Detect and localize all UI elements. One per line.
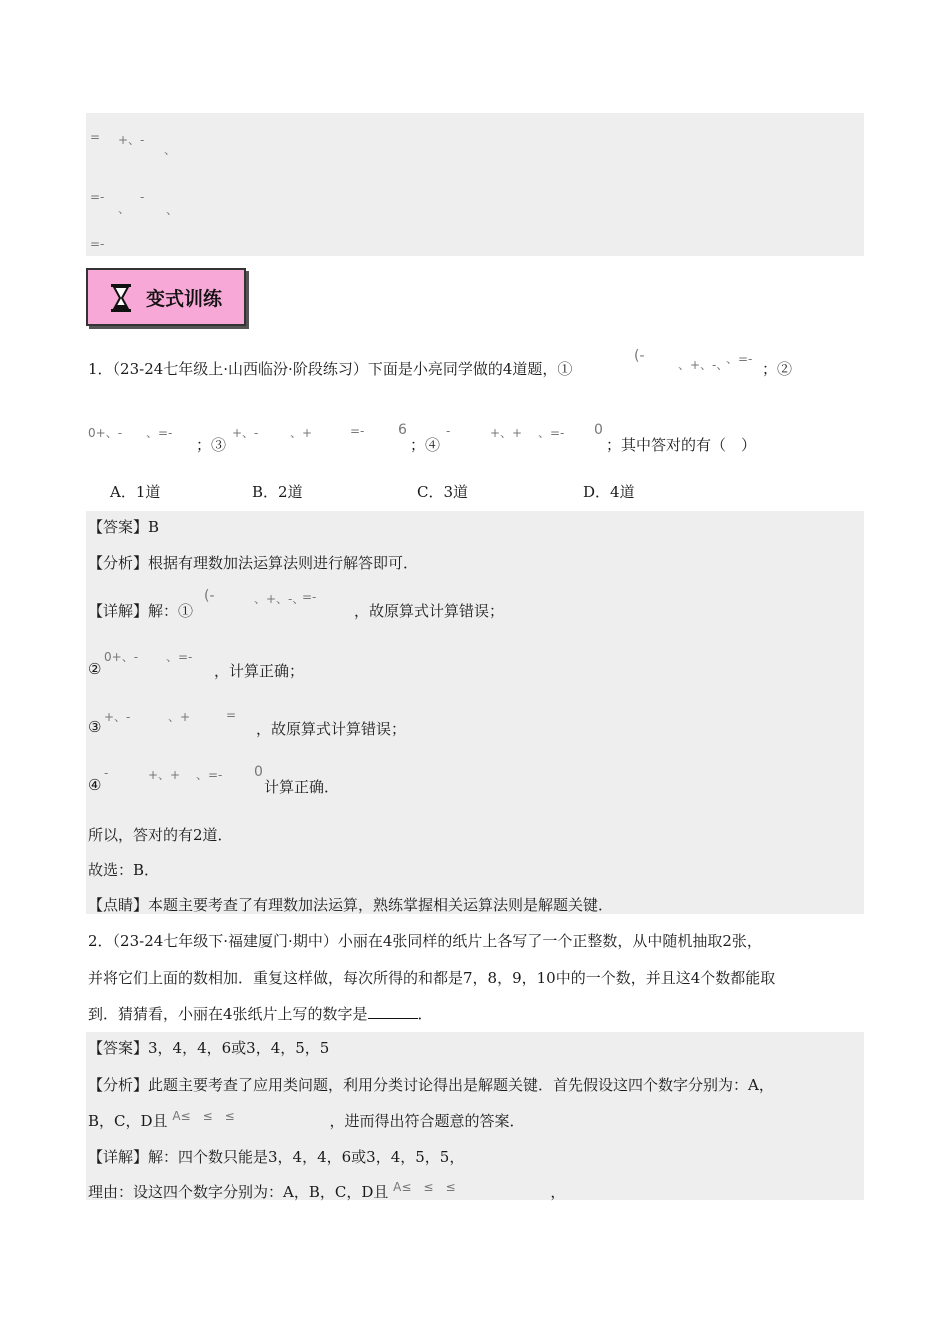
q2-analysis-2-tail: ，进而得出符合题意的答案． bbox=[329, 1112, 525, 1130]
q2-line-3-end: ． bbox=[417, 1005, 433, 1023]
math-fragment: A≤ ≤ ≤ bbox=[393, 1180, 456, 1194]
math-fragment: 0 bbox=[254, 764, 263, 780]
q1-option-d: D．4道 bbox=[583, 483, 635, 501]
math-fragment: +、+ bbox=[490, 426, 523, 440]
math-fragment: - bbox=[104, 766, 109, 780]
math-fragment: 、=- bbox=[166, 650, 193, 664]
math-fragment: 、=- bbox=[146, 426, 173, 440]
q1-detail-3-tail: ，故原算式计算错误； bbox=[256, 720, 407, 738]
q1-detail-4-tail: 计算正确． bbox=[264, 778, 340, 796]
math-fragment: 、+、-、 bbox=[678, 358, 729, 372]
q1-detail-3-mark: ③ bbox=[88, 718, 102, 736]
q1-stem-b: ；② bbox=[762, 360, 793, 378]
math-fragment: - bbox=[446, 424, 451, 438]
math-fragment: 、+ bbox=[290, 426, 313, 440]
q1-detail-lead: 【详解】解：① bbox=[88, 602, 194, 620]
section-badge bbox=[86, 268, 246, 326]
q2-line-3 bbox=[88, 1003, 433, 1024]
math-fragment: 、=- bbox=[538, 426, 565, 440]
q1-option-c: C．3道 bbox=[417, 483, 469, 501]
q2-detail: 【详解】解：四个数只能是3，4，4，6或3，4，5，5， bbox=[88, 1148, 465, 1166]
math-fragment: +、+ bbox=[148, 768, 181, 782]
math-fragment: 、=- bbox=[726, 352, 753, 366]
math-fragment: =- bbox=[90, 190, 105, 204]
math-fragment: 0 bbox=[594, 422, 603, 438]
math-fragment: 、 bbox=[164, 143, 177, 157]
math-fragment: 0+、- bbox=[88, 426, 123, 440]
q1-stem-a: 1．（23-24七年级上·山西临汾·阶段练习）下面是小亮同学做的4道题，① bbox=[88, 360, 573, 378]
top-solution-block bbox=[86, 113, 864, 256]
math-fragment: - bbox=[140, 190, 145, 204]
q1-conclusion: 所以，答对的有2道． bbox=[88, 826, 233, 844]
q1-mark-4: ；④ bbox=[410, 436, 441, 454]
math-fragment: (- bbox=[634, 348, 645, 364]
math-fragment: 0+、- bbox=[104, 650, 139, 664]
q2-answer: 【答案】3，4，4，6或3，4，5，5 bbox=[88, 1039, 330, 1057]
q2-reason-text: 理由：设这四个数字分别为：A，B，C，D且 bbox=[88, 1183, 389, 1201]
q1-detail-2-tail: ，计算正确； bbox=[214, 662, 305, 680]
math-fragment: 、+ bbox=[168, 710, 191, 724]
q2-line-1: 2．（23-24七年级下·福建厦门·期中）小丽在4张同样的纸片上各写了一个正整数，从中随机抽取2张， bbox=[88, 932, 762, 950]
math-fragment: +、- bbox=[232, 426, 259, 440]
hourglass-icon bbox=[110, 284, 132, 312]
section-title: 变式训练 bbox=[146, 288, 223, 310]
q1-detail-1-tail: ，故原算式计算错误； bbox=[354, 602, 505, 620]
math-fragment: =- bbox=[350, 424, 365, 438]
q2-analysis-1: 【分析】此题主要考查了应用类问题，利用分类讨论得出是解题关键．首先假设这四个数字分别为：A， bbox=[88, 1076, 774, 1094]
math-fragment: A≤ ≤ ≤ bbox=[172, 1109, 235, 1123]
math-fragment: = bbox=[90, 130, 101, 144]
q1-answer: 【答案】B bbox=[88, 518, 160, 536]
math-fragment: = bbox=[226, 708, 237, 722]
math-fragment: 、 bbox=[118, 202, 131, 216]
q1-analysis: 【分析】根据有理数加法运算法则进行解答即可． bbox=[88, 554, 419, 572]
q1-option-a: A．1道 bbox=[110, 483, 161, 501]
q2-line-2: 并将它们上面的数相加．重复这样做，每次所得的和都是7，8，9，10中的一个数，并且这4个数都能取 bbox=[88, 969, 776, 987]
q2-answer-blank bbox=[368, 1004, 418, 1019]
q2-reason-tail: ， bbox=[550, 1183, 566, 1201]
math-fragment: 6 bbox=[398, 422, 407, 438]
math-fragment: +、- bbox=[104, 710, 131, 724]
q1-option-b: B．2道 bbox=[252, 483, 303, 501]
q1-stem-tail: ；其中答对的有（ ） bbox=[606, 436, 757, 454]
q2-line-3-text: 到．猜猜看，小丽在4张纸片上写的数字是 bbox=[88, 1005, 368, 1023]
math-fragment: =- bbox=[90, 237, 105, 251]
q1-mark-3: ；③ bbox=[196, 436, 227, 454]
q2-analysis-2-text: B，C，D且 bbox=[88, 1112, 168, 1130]
math-fragment: =- bbox=[302, 590, 317, 604]
q1-detail-4-mark: ④ bbox=[88, 776, 102, 794]
math-fragment: 、=- bbox=[196, 768, 223, 782]
math-fragment: 、 bbox=[166, 203, 179, 217]
math-fragment: +、- bbox=[118, 133, 145, 147]
q2-analysis-2 bbox=[88, 1110, 524, 1131]
q1-detail-2-mark: ② bbox=[88, 660, 102, 678]
q1-comment: 【点睛】本题主要考查了有理数加法运算，熟练掌握相关运算法则是解题关键． bbox=[88, 896, 614, 914]
q2-reason bbox=[88, 1181, 565, 1202]
math-fragment: (- bbox=[204, 588, 215, 604]
q1-choice: 故选：B． bbox=[88, 861, 160, 879]
math-fragment: 、+、-、 bbox=[254, 592, 305, 606]
